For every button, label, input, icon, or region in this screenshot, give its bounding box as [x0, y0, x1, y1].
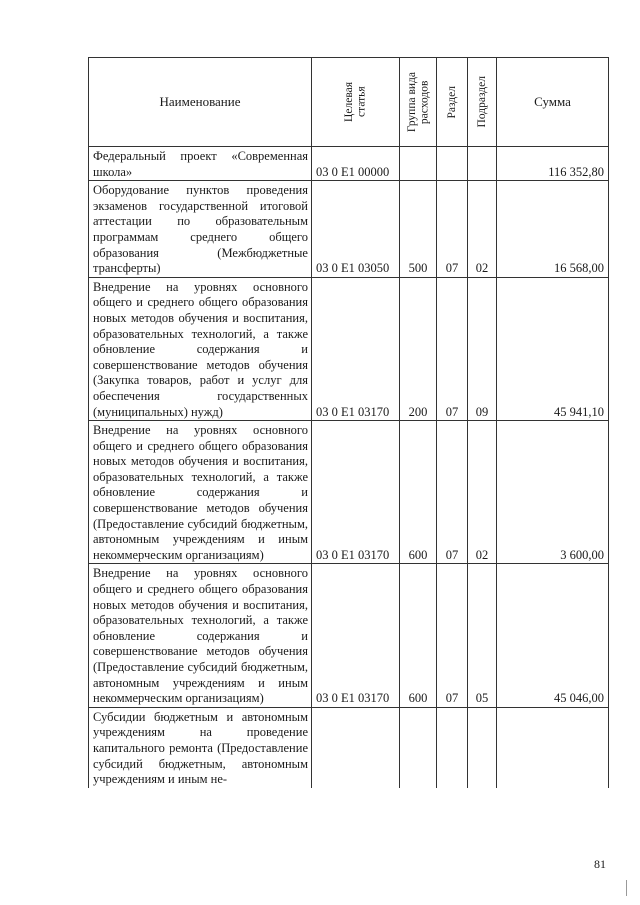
- col-header-sum: Сумма: [497, 58, 609, 147]
- row-subsection: 09: [468, 277, 497, 420]
- page-number: 81: [594, 857, 606, 871]
- row-code: 03 0 E1 00000: [312, 147, 400, 181]
- col-header-name: Наименование: [89, 58, 312, 147]
- row-code: 03 0 E1 03170: [312, 564, 400, 707]
- row-group: [400, 707, 437, 787]
- table-row: [89, 277, 609, 420]
- row-code: [312, 707, 400, 787]
- row-subsection: 05: [468, 564, 497, 707]
- table-row: [89, 181, 609, 278]
- row-subsection: [468, 707, 497, 787]
- row-sum: 16 568,00: [497, 181, 609, 278]
- col-header-target: Целевая статья: [312, 58, 400, 147]
- table-header-row: [89, 58, 609, 147]
- row-group: [400, 147, 437, 181]
- scan-edge-mark: [626, 880, 627, 896]
- table-row: [89, 707, 609, 787]
- row-name: Оборудование пунктов проведения экзаменов государственной итоговой аттестации по образовательным программам среднего общего образования (Межбюджетные трансферты): [89, 181, 312, 278]
- row-section: [437, 147, 468, 181]
- row-sum: 45 941,10: [497, 277, 609, 420]
- row-section: [437, 707, 468, 787]
- row-name: Федеральный проект «Современная школа»: [89, 147, 312, 181]
- row-sum: 45 046,00: [497, 564, 609, 707]
- row-subsection: [468, 147, 497, 181]
- row-code: 03 0 E1 03170: [312, 277, 400, 420]
- row-group: 500: [400, 181, 437, 278]
- col-header-section: Раздел: [437, 58, 468, 147]
- row-name: Субсидии бюджетным и автономным учреждениям на проведение капитального ремонта (Предоставление субсидий бюджетным, автономным учреждениям и иным не-: [89, 707, 312, 787]
- row-subsection: 02: [468, 421, 497, 564]
- row-name: Внедрение на уровнях основного общего и среднего общего образования новых методов обучения и воспитания, образовательных технологий, а также обновление содержания и совершенствование методов обучения (Предоставление субсидий бюджетным, автономным учреждениям и иным некоммерческим организациям): [89, 564, 312, 707]
- row-name: Внедрение на уровнях основного общего и среднего общего образования новых методов обучения и воспитания, образовательных технологий, а также обновление содержания и совершенствование методов обучения (Закупка товаров, работ и услуг для обеспечения государственных (муниципальных) нужд): [89, 277, 312, 420]
- row-sum: 116 352,80: [497, 147, 609, 181]
- budget-table: [88, 57, 609, 788]
- row-group: 200: [400, 277, 437, 420]
- row-sum: 3 600,00: [497, 421, 609, 564]
- col-header-subsection: Подраздел: [468, 58, 497, 147]
- row-section: 07: [437, 181, 468, 278]
- table-row: [89, 421, 609, 564]
- row-sum: [497, 707, 609, 787]
- row-code: 03 0 E1 03170: [312, 421, 400, 564]
- table-row: [89, 147, 609, 181]
- col-header-group: Группа вида расходов: [400, 58, 437, 147]
- row-group: 600: [400, 421, 437, 564]
- row-subsection: 02: [468, 181, 497, 278]
- row-name: Внедрение на уровнях основного общего и среднего общего образования новых методов обучения и воспитания, образовательных технологий, а также обновление содержания и совершенствование методов обучения (Предоставление субсидий бюджетным, автономным учреждениям и иным некоммерческим организациям): [89, 421, 312, 564]
- row-group: 600: [400, 564, 437, 707]
- row-section: 07: [437, 421, 468, 564]
- row-section: 07: [437, 277, 468, 420]
- table-row: [89, 564, 609, 707]
- row-code: 03 0 E1 03050: [312, 181, 400, 278]
- row-section: 07: [437, 564, 468, 707]
